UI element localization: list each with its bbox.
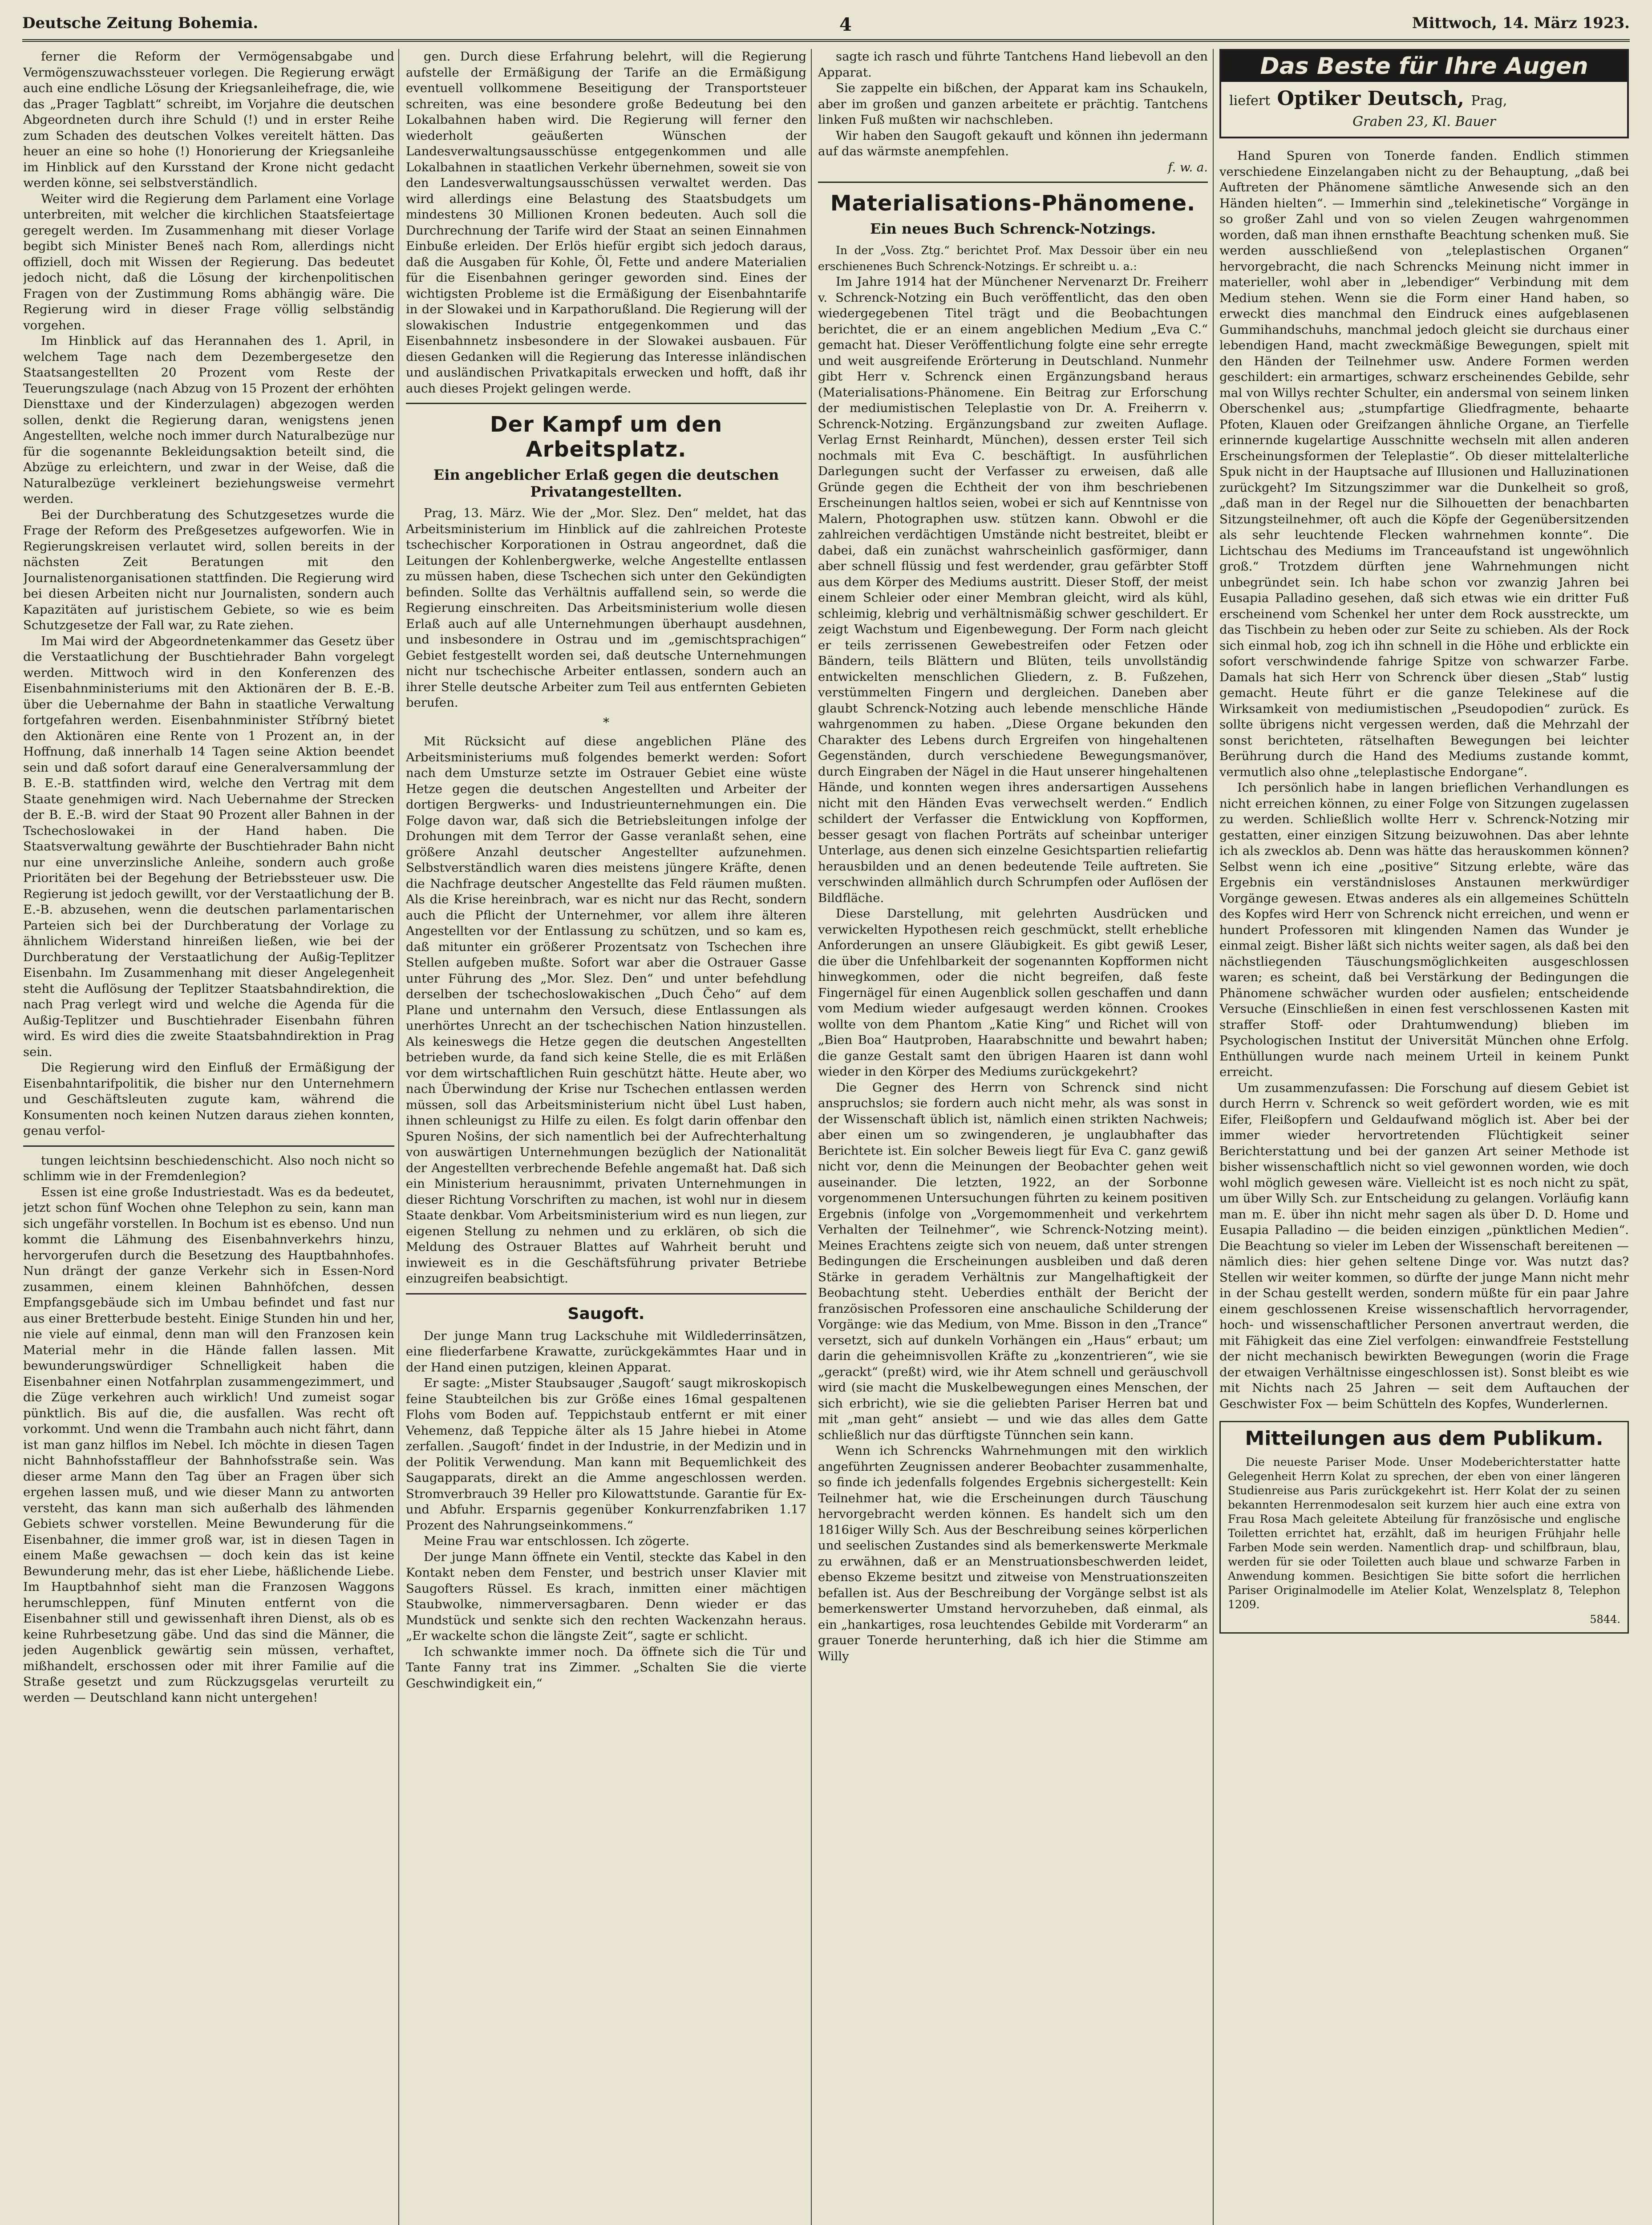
article-paragraph: Um zusammenzufassen: Die Forschung auf diesem Gebiet ist durch Herrn v. Schrenck so weit gefördert worden, wie es mit Eifer, Fleißopfern und Geldaufwand möglich ist. Aber bei der immer wieder hervortretenden Flüchtigkeit seiner Berichterstattung und bei der ganzen Art seiner Methode ist bisher wissenschaftlich nicht so viel gewonnen worden, wie doch wohl möglich gewesen wäre. Vielleicht ist es noch nicht zu spät, um über Willy Sch. zur Entscheidung zu gelangen. Vorläufig kann man m. E. über ihn nicht mehr sagen als über D. D. Home und Eusapia Palladino — die beiden einzigen „pünktlichen Medien“. Die Beachtung so vieler im Leben der Wissenschaft bereitenen — nämlich dies: hier gehen seltene Dinge vor. Was nutzt das? Stellen wir weiter kommen, so dürfte der junge Mann nicht mehr in der Schau gestellt werden, sondern müßte für ein paar Jahre einem geschlossenen Kreise wissenschaftlich hervorragender, hoch- und wissenschaftlicher Personen anvertraut werden, die mit Fähigkeit das eine Ziel verfolgen: einwandfreie Feststellung der nicht mechanisch bewirkten Bewegungen (worin die Frage der etwaigen Verhältnisse eingeschlossen ist). Sonst bleibt es wie mit Nichts nach 25 Jahren — seit dem Auftauchen der Geschwister Fox — beim Schütteln des Kopfes, Wunderlernen.: [1219, 1080, 1629, 1411]
article-paragraph: Bei der Durchberatung des Schutzgesetzes wurde die Frage der Reform des Preßgesetzes aufgeworfen. Wie in Regierungskreisen verlautet wird, sollen bereits in der nächsten Zeit Beratungen mit den Journalistenorganisationen stattfinden. Die Regierung wird bei diesen Arbeiten nicht nur Journalisten, sondern auch Kapazitäten auf juristischem Gebiete, so wie es beim Schutzgesetze der Fall war, zu Rate ziehen.: [23, 507, 394, 632]
article-paragraph: Im Mai wird der Abgeordnetenkammer das Gesetz über die Verstaatlichung der Buschtiehrader Bahn vorgelegt werden. Mittwoch wird in den Konferenzen des Eisenbahnministeriums mit den Aktionären der B. E.-B. über die Uebernahme der Bahn in staatliche Verwaltung fortgefahren werden. Eisenbahnminister Stříbrný bietet den Aktionären eine Rente von 1 Prozent an, in der Hoffnung, daß innerhalb 14 Tagen seine Aktion beendet sein und daß sofort darauf eine Generalversammlung der B. E.-B. stattfinden wird, welche den Vertrag mit dem Staate genehmigen wird. Nach Uebernahme der Strecken der B. E.-B. wird der Staat 90 Prozent aller Bahnen in der Tschechoslowakei in der Hand haben. Die Staatsverwaltung gewährte der Buschtiehrader Bahn nicht nur eine unverzinsliche Anleihe, sondern auch große Prioritäten bei der Begehung der Betriebssteuer usw. Die Regierung ist jedoch gewillt, vor der Verstaatlichung der B. E.-B. abzusehen, wenn die deutschen parlamentarischen Parteien sich bei der Durchberatung der Vorlage zu ähnlichem Widerstand hinreißen ließen, wie bei der Durchberatung der Verstaatlichung der Außig-Teplitzer Eisenbahn. Im Zusammenhang mit dieser Angelegenheit steht die Auflösung der Teplitzer Staatsbahndirektion, die nach Prag verlegt wird und welche die Agenda für die Außig-Teplitzer und Buschtiehrader Eisenbahn führen wird. Es wird dies die zweite Staatsbahndirektion in Prag sein.: [23, 634, 394, 1059]
article-intro: In der „Voss. Ztg.“ berichtet Prof. Max Dessoir über ein neu erschienenes Buch Schrenck-Notzings. Er schreibt u. a.:: [818, 244, 1208, 273]
article-paragraph: Wir haben den Saugoft gekauft und können ihn jedermann auf das wärmste anempfehlen.: [818, 128, 1208, 158]
masthead: [22, 8, 1630, 42]
article-subheadline: Ein neues Buch Schrenck-Notzings.: [870, 220, 1156, 237]
article-paragraph: Die Gegner des Herrn von Schrenck sind nicht anspruchslos; sie fordern auch nicht mehr, als was sonst in der Wissenschaft üblich ist, nämlich einen strikten Nachweis; aber einen um so zwingenderen, je unglaubhafter das Berichtete ist. Ein solcher Beweis liegt für Eva C. ganz gewiß nicht vor, denn die Meinungen der Beobachter gehen weit auseinander. Die letzten, 1922, an der Sorbonne vorgenommenen Untersuchungen führten zu keinem positiven Ergebnis (infolge von „Vorgemommenheit und verkehrtem Verhalten der Teilnehmer“, wie Schrenck-Notzing meint). Meines Erachtens zeigte sich von neuem, daß unter strengen Bedingungen die Erscheinungen ausbleiben und daß deren Stärke in geradem Verhältnis zur Mangelhaftigkeit der Beobachtung steht. Ueberdies enthält der Bericht der französischen Professoren eine anschauliche Schilderung der Vorgänge: wie das Medium, von Mme. Bisson in den „Trance“ versetzt, sich auf dunkeln Vorhängen ein „Haus“ erbaut; um darin die geheimnisvollen Kräfte zu „konzentrieren“, wie sie „gerackt“ (preßt) wird, wie ihr Atem schnell und geräuschvoll wird (sie macht die Muskelbewegungen eines Menschen, der sich erbricht), wie sie die geliebten Pariser Herren bat und mit „man geht“ ansiebt — und wie das alles dem Gatte schließlich nur das dürftigste Tünnchen sein kann.: [818, 1080, 1208, 1442]
column-rule: [811, 49, 812, 2225]
article-paragraph: Weiter wird die Regierung dem Parlament eine Vorlage unterbreiten, mit welcher die kirchlichen Staatsfeiertage geregelt werden. Im Zusammenhang mit dieser Vorlage begibt sich Minister Beneš nach Rom, allerdings nicht offiziell, doch mit Wissen der Regierung. Das bedeutet jedoch nicht, daß die Lösung der kirchenpolitischen Fragen von der Zustimmung Roms abhängig wäre. Die Regierung wird in dieser Frage völlig selbständig vorgehen.: [23, 191, 394, 332]
newspaper-name: Deutsche Zeitung Bohemia.: [22, 14, 259, 32]
article-paragraph: tungen leichtsinn beschiedenschicht. Also noch nicht so schlimm wie in der Fremdenlegion?: [23, 1153, 394, 1183]
article-paragraph: Die Regierung wird den Einfluß der Ermäßigung der Eisenbahntarifpolitik, die bisher nur den Unternehmern und Geschäftsleuten zugute kam, während die Konsumenten noch keinen Nutzen daraus ziehen konnten, genau verfol-: [23, 1060, 394, 1138]
article-paragraph: Meine Frau war entschlossen. Ich zögerte.: [424, 1534, 690, 1548]
public-notices-box: [1219, 1421, 1629, 1634]
article-subheadline: Ein angeblicher Erlaß gegen die deutschen Privatangestellten.: [433, 466, 779, 500]
issue-date: Mittwoch, 14. März 1923.: [1412, 14, 1630, 32]
article-paragraph: ferner die Reform der Vermögensabgabe und Vermögenszuwachssteuer vorlegen. Die Regierung erwägt auch eine endliche Lösung der Kriegsanleihefrage, die, wie das „Prager Tagblatt“ schreibt, im Vorjahre die deutschen Abgeordneten durch ihre Schuld (!) und in erster Reihe zum Schaden des deutschen Volkes vereitelt hätten. Das heuer an eine so hohe (!) Honorierung der Kriegsanleihe im Hinblick auf den Kursstand der Krone nicht gedacht werden könne, sei selbstverständlich.: [23, 49, 394, 190]
column-3: [818, 49, 1208, 2225]
divider: [23, 1145, 394, 1147]
article-paragraph: Ich schwankte immer noch. Da öffnete sich die Tür und Tante Fanny trat ins Zimmer. „Schalten Sie die vierte Geschwindigkeit ein,“: [406, 1644, 806, 1691]
notice-text: Die neueste Pariser Mode. Unser Modeberichterstatter hatte Gelegenheit Herrn Kolat zu sprechen, der eben von einer längeren Studienreise aus Paris zurückgekehrt ist. Herr Kolat der zu seinen bekannten Herrenmodesalon seit kurzem hier auch eine extra von Frau Rosa Mach geleitete Abteilung für französische und englische Toiletten errichtet hat, erzählt, daß im heurigen Frühjahr helle Farben Mode sein werden. Namentlich drap- und schilfbraun, blau, werden für sie oder Toiletten auch blaue und schwarze Farben in Anwendung kommen. Besichtigen Sie bitte sofort die herrlichen Pariser Originalmodelle im Atelier Kolat, Wenzelsplatz 8, Telephon 1209.: [1228, 1456, 1620, 1611]
author-signature: f. w. a.: [1168, 160, 1208, 174]
article-paragraph: Essen ist eine große Industriestadt. Was es da bedeutet, jetzt schon fünf Wochen ohne Telephon zu sein, kann man sich ungefähr vorstellen. In Bochum ist es ebenso. Und nun kommt die Lähmung des Eisenbahnverkehrs hinzu, hervorgerufen durch die Besetzung des Hauptbahnhofes. Nun drängt der ganze Verkehr sich in Essen-Nord zusammen, einem kleinen Bahnhöfchen, dessen Empfangsgebäude sich im Umbau befindet und fast nur aus einer Bretterbude besteht. Einige Stunden hin und her, nie viele auf einmal, denn man will den Franzosen kein Material mehr in die Hände fallen lassen. Mit bewunderungswürdiger Schnelligkeit haben die Eisenbahner einen Notfahrplan zusammengezimmert, und die Züge verkehren auch wirklich! Und zumeist sogar pünktlich. Bis auf die, die ausfallen. Was recht oft vorkommt. Und wenn die Trambahn auch nicht fährt, dann ist man ganz hilflos im Nebel. Ich möchte in diesen Tagen nicht Bahnhofsstaffleur der Bahnhofsstraße sein. Was dieser arme Mann den Tag über an Fragen über sich ergehen lassen muß, und wie dieser Mann zu antworten versteht, das kann man sich außerhalb des lähmenden Gebiets schwer vorstellen. Meine Bewunderung für die Eisenbahner, die immer groß war, ist in diesen Tagen in einem Maße gewachsen — doch kein das ist keine Bewunderung mehr, das ist eher Liebe, häßlichende Liebe. Im Hauptbahnhof sieht man die Franzosen Waggons herumschleppen, fünf Minuten entfernt von die Eisenbahner still und gewissenhaft ihren Dienst, als ob es keine Ruhrbesetzung gäbe. Und das sind die Männer, die jeden Augenblick gewärtig sein müssen, verhaftet, mißhandelt, erschossen oder mit ihrer Familie auf die Straße gesetzt und zum Rückzugsgelas verurteilt zu werden — Deutschland kann nicht untergehen!: [23, 1185, 394, 1705]
optician-advertisement: [1219, 49, 1629, 138]
ad-business-name: Optiker Deutsch,: [1277, 87, 1464, 110]
article-paragraph: Er sagte: „Mister Staubsauger ‚Saugoft‘ saugt mikroskopisch feine Staubteilchen bis zur Größe eines 16mal gespaltenen Flohs vom Boden auf. Teppichstaub entfernt er mit einer Vehemenz, daß Teppiche älter als 15 Jahre hiebei in Atome zerfallen. ‚Saugoft‘ findet in der Industrie, in der Medizin und in der Politik Verwendung. Man kann mit Bequemlichkeit des Saugapparats, direkt an die Amme angeschlossen werden. Stromverbrauch 39 Heller pro Kilowattstunde. Garantie für Ex- und Abfuhr. Ersparnis gegenüber Konkurrenzfabriken 1.17 Prozent des Nahrungseinkommens.“: [406, 1376, 806, 1533]
article-paragraph: gen. Durch diese Erfahrung belehrt, will die Regierung aufstelle der Ermäßigung der Tarife an die Ermäßigung eventuell vollkommene Beseitigung der Transportsteuer schreiten, was eine besondere große Bedeutung bei den Lokalbahnen haben wird. Die Regierung will ferner den wiederholt geäußerten Wünschen der Landesverwaltungsausschüsse entgegenkommen und alle Lokalbahnen in staatlichen Verkehr übernehmen, soweit sie von den Landesverwaltungsausschüssen verwaltet werden. Das wird allerdings eine Belastung des Staatsbudgets um mindestens 30 Millionen Kronen bedeuten. Auch soll die Durchrechnung der Tarife wird der Staat an seinen Einnahmen Einbuße erleiden. Der Erlös hiefür ergibt sich jedoch daraus, daß die Ausgaben für Kohle, Öl, Fette und andere Materialien für die Eisenbahnen geringer geworden sind. Eines der wichtigsten Probleme ist die Ermäßigung der Eisenbahntarife in der Slowakei und in Karpathorußland. Die Regierung will der slowakischen Industrie entgegenkommen und das Eisenbahnnetz insbesondere in der Slowakei ausbauen. Für diesen Gedanken will die Regierung das Interesse inländischen und ausländischen Privatkapitals erwecken und hofft, daß ihr auch dieses Projekt gelingen werde.: [406, 49, 806, 396]
ad-city: Prag,: [1471, 93, 1507, 109]
column-1: [23, 49, 394, 2225]
page-number: 4: [839, 14, 852, 35]
column-rule: [1213, 49, 1214, 2225]
article-paragraph: Hand Spuren von Tonerde fanden. Endlich stimmen verschiedene Einzelangaben nicht zu der Behauptung, „daß bei Auftreten der Phänomene sämtliche Anwesende sich an den Händen hielten“. — Immerhin sind „telekinetische“ Vorgänge in so großer Zahl und von so vielen Zeugen wahrgenommen worden, daß man ihnen ernsthafte Beachtung schenken muß. Sie werden ausschließend von „teleplastischen Organen“ hervorgebracht, die nach Schrencks Meinung nicht immer in materieller, wohl aber in „lebendiger“ Verbindung mit dem Medium stehen. Wenn sie die Form einer Hand haben, so erweckt dies manchmal den Eindruck eines aufgeblasenen Gummihandschuhs, manchmal jedoch gleicht sie durchaus einer lebendigen Hand, macht zweckmäßige Bewegungen, spielt mit den Händen der Teilnehmer usw. Andere Formen werden geschildert: ein armartiges, schwarz erscheinendes Gebilde, sehr mal von Willys rechter Schulter, ein andersmal von seinem linken Oberschenkel aus; „stumpfartige Gliedfragmente, behaarte Pfoten, Klauen oder Greifzangen ähnliche Organe, an Tierfelle erinnernde kugelartige Ausschnitte wechseln mit allen anderen Erscheinungsformen der Teleplastie“. Ob dieser mittelalterliche Spuk nicht in der Hauptsache auf Illusionen und Halluzinationen zurückgeht? Im Sitzungszimmer war die Dunkelheit so groß, „daß man in der Regel nur die Silhouetten der benachbarten Sitzungsteilnehmer, oft auch die Köpfe der Gegenübersitzenden als sehr leuchtende Flecken wahrnehmen konnte“. Die Lichtschau des Mediums im Tranceaufstand ist ungewöhnlich groß.“ Trotzdem dürften jene Wahrnehmungen nicht unbegründet sein. Ich habe schon vor zwanzig Jahren bei Eusapia Palladino gesehen, daß sich etwas wie ein dritter Fuß erscheinend vom Schenkel her unter dem Rock ausstreckte, um das Tischbein zu heben oder zur Seite zu schieben. Als der Rock sich einmal hob, zog ich ihn schnell in die Höhe und erblickte ein sofort verschwindende fahrige Spitze von schwarzer Farbe. Damals hat sich Herr von Schrenck über diesen „Stab“ lustig gemacht. Heute führt er die ganze Telekinese auf die Wirksamkeit von mediumistischen „Pseudopodien“ zurück. Es sollte übrigens nicht vergessen werden, daß die Mehrzahl der sonst berichteten, rätselhaften Bewegungen bei leichter Berührung durch die Hand des Mediums zustande kommt, vermutlich also ohne „teleplastische Endorgane“.: [1219, 149, 1629, 779]
ad-prefix: liefert: [1229, 93, 1271, 109]
feuilleton-headline: Saugoft.: [567, 1304, 645, 1323]
divider: [406, 403, 806, 404]
article-paragraph: Mit Rücksicht auf diese angeblichen Pläne des Arbeitsministeriums muß folgendes bemerkt werden: Sofort nach dem Umsturze setzte im Ostrauer Gebiet eine wüste Hetze gegen die deutschen Angestellten und Arbeiter der dortigen Bergwerks- und Industrieunternehmungen ein. Die Folge davon war, daß sich die Betriebsleitungen infolge der Drohungen mit dem Terror der Gasse veranlaßt sehen, eine größere Anzahl deutscher Angestellter aufzunehmen. Selbstverständlich waren dies meistens jüngere Kräfte, denen die Nachfrage deutscher Angestellte das Feld räumen mußten. Als die Krise hereinbrach, war es nicht nur das Recht, sondern auch die Pflicht der Unternehmer, vor allem ihre älteren Angestellten vor der Entlassung zu schützen, und so kam es, daß mitunter ein größerer Prozentsatz von Tschechen ihre Stellen aufgeben mußte. Sofort war aber die Ostrauer Gasse unter Führung des „Mor. Slez. Den“ und unter befehdlung derselben der tschechoslowakischen „Duch Čeho“ auf dem Plane und unternahm den Versuch, diese Entlassungen als unerhörtes Unrecht an der tschechischen Nation hinzustellen. Als keineswegs die Hetze gegen die deutschen Angestellten betrieben wurde, da fand sich keine Stelle, die es mit Erläßen vor dem wirtschaftlichen Ruin geschützt hätte. Heute aber, wo nach Überwindung der Krise nur Tschechen entlassen werden müssen, soll das Arbeitsministerium nicht übel Lust haben, ihnen schleunigst zu Hilfe zu eilen. Es folgt darin offenbar den Spuren Nošins, der sich namentlich bei der Aufrechterhaltung von auswärtigen Unternehmungen bezüglich der Nationalität der Angestellten verbrechende Befehle angemaßt hat. Daß sich ein Ministerium herausnimmt, privaten Unternehmungen in dieser Richtung Vorschriften zu machen, ist wohl nur in diesem Staate denkbar. Vom Arbeitsministerium wird es nun liegen, zur eigenen Stellung zu nehmen und zu erklären, ob sich die Meldung des Ostrauer Blattes auf Wahrheit beruht und inwieweit es in die Geschäftsführung privater Betriebe einzugreifen beabsichtigt.: [406, 734, 806, 1286]
column-4: [1219, 49, 1629, 2225]
article-paragraph: Prag, 13. März. Wie der „Mor. Slez. Den“ meldet, hat das Arbeitsministerium im Hinblick auf die zahlreichen Proteste tschechischer Korporationen in Ostrau angeordnet, daß die Leitungen der Kohlenbergwerke, welche Angestellte entlassen zu müssen haben, diese Tschechen sich unter den Gekündigten befinden. Sollte das Verhältnis auffallend sein, so werde die Regierung einschreiten. Das Arbeitsministerium wolle diesen Erlaß auch auf alle Unternehmungen überhaupt ausdehnen, und insbesondere in Ostrau und im „gemischtsprachigen“ Gebiet festgestellt worden sei, daß deutsche Unternehmungen nicht nur tschechische Arbeiter entlassen, sondern auch an ihrer Stelle deutsche Arbeiter zum Teil aus entfernten Gebieten berufen.: [406, 506, 806, 710]
divider: [406, 1293, 806, 1295]
article-paragraph: Im Jahre 1914 hat der Münchener Nervenarzt Dr. Freiherr v. Schrenck-Notzing ein Buch veröffentlicht, das den oben wiedergegebenen Titel trägt und die Beobachtungen berichtet, die er an einem angeblichen Medium „Eva C.“ gemacht hat. Dieser Veröffentlichung folgte eine sehr erregte und weit ausgreifende Erörterung in Deutschland. Nunmehr gibt Herr v. Schrenck einen Ergänzungsband heraus (Materialisations-Phänomene. Ein Beitrag zur Erforschung der mediumistischen Teleplastie von Dr. A. Freiherrn v. Schrenck-Notzing. Ergänzungsband zur zweiten Auflage. Verlag Ernst Reinhardt, München), dessen erster Teil sich nochmals mit Eva C. beschäftigt. In ausführlichen Darlegungen sucht der Verfasser zu erweisen, daß alle Gründe gegen die Echtheit der von ihm beschriebenen Erscheinungen haltlos seien, wobei er sich auf Kenntnisse von Malern, Photographen usw. stützen kann. Obwohl er die zahlreichen verdächtigen Umstände nicht bestreitet, bleibt er dabei, daß ein zunächst wahrscheinlich gasförmiger, dann aber schnell flüssig und fest werdender, grau gefärbter Stoff aus dem Körper des Mediums austritt. Dieser Stoff, der meist einem Schleier oder einer Membran gleicht, wird als kühl, schleimig, klebrig und verhältnismäßig schwer geschildert. Er zeigt Wachstum und Eigenbewegung. Der Form nach gleicht er teils zerrissenen Gewebestreifen oder Fetzen oder Bändern, teils Blättern und Blüten, teils unvollständig entwickelten menschlichen Gliedern, z. B. Fußzehen, verstümmelten Fingern und dergleichen. Daneben aber glaubt Schrenck-Notzing auch lebende menschliche Hände wahrgenommen zu haben. „Diese Organe bekunden den Charakter des Lebens durch Ergreifen von hingehaltenen Gegenständen, durch verschiedene Bewegungsmanöver, durch Eingraben der Nägel in die Haut unserer hingehaltenen Hände, und konnten wegen ihres andersartigen Aussehens nicht mit den Händen Evas verwechselt werden.“ Endlich schildert der Verfasser die Entwicklung von Kopfformen, besser gesagt von flachen Porträts auf scheinbar unteriger Unterlage, aus denen sich einzelne Gesichtspartien reliefartig herausbilden und an denen bedeutende Teile auftreten. Sie verschwinden allmählich durch Schrumpfen oder Auflösen der Bildfläche.: [818, 275, 1208, 905]
divider: [818, 182, 1208, 183]
ad-headline: Das Beste für Ihre Augen: [1221, 51, 1627, 82]
article-paragraph: Diese Darstellung, mit gelehrten Ausdrücken und verwickelten Hypothesen reich geschmückt, stellt erhebliche Anforderungen an unsere Gläubigkeit. Es gibt gewiß Leser, die über die Unfehlbarkeit der sogenannten Kopfformen nicht hinwegkommen, oder die nicht begreifen, daß feste Fingernägel für einen Augenblick sollen geschaffen und dann vom Medium wieder aufgesaugt werden können. Crookes wollte von dem Phantom „Katie King“ und Richet will von „Bien Boa“ Hautproben, Haarabschnitte und bewahrt haben; die ganze Gestalt samt den übrigen Haaren ist dann wohl wieder in den Körper des Mediums zurückgekehrt?: [818, 906, 1208, 1079]
ad-address: Graben 23, Kl. Bauer: [1352, 114, 1496, 129]
ad-business-line: [1229, 86, 1619, 113]
article-paragraph: Im Hinblick auf das Herannahen des 1. April, in welchem Tage nach dem Dezembergesetze den Staatsangestellten 20 Prozent vom Reste der Teuerungszulage (nach Abzug von 15 Prozent der erhöhten Diensttaxe und der Kinderzulagen) abgezogen werden sollen, denkt die Regierung daran, wenigstens jenen Angestellten, welche noch immer durch Naturalbezüge nur für die sogenannte Bekleidungsaktion beteilt sind, die Abzüge zu erleichtern, und zwar in der Weise, daß die Naturalbezüge verkleinert beziehungsweise vermehrt werden.: [23, 334, 394, 506]
notices-title: Mitteilungen aus dem Publikum.: [1245, 1427, 1603, 1450]
column-2: [406, 49, 806, 2225]
article-headline: Der Kampf um den Arbeitsplatz.: [490, 412, 723, 462]
article-paragraph: Der junge Mann öffnete ein Ventil, steckte das Kabel in den Kontakt neben dem Fenster, und bestrich unser Klavier mit Saugofters Rüssel. Es krach, inmitten einer mächtigen Staubwolke, nimmerversagbaren. Denn wieder er das Mundstück und senkte sich den rechten Wackenzahn heraus. „Er wackelte schon die längste Zeit“, sagte er schlicht.: [406, 1549, 806, 1643]
article-paragraph: sagte ich rasch und führte Tantchens Hand liebevoll an den Apparat.: [818, 49, 1208, 80]
article-paragraph: Sie zappelte ein bißchen, der Apparat kam ins Schaukeln, aber im großen und ganzen arbeitete er prächtig. Tantchens linken Fuß mußten wir nachschleben.: [818, 81, 1208, 127]
notice-code: 5844.: [1590, 1613, 1620, 1626]
article-paragraph: Der junge Mann trug Lackschuhe mit Wildlederrinsätzen, eine fliederfarbene Krawatte, zurückgekämmtes Haar und in der Hand einen putzigen, kleinen Apparat.: [406, 1328, 806, 1375]
article-paragraph: Ich persönlich habe in langen brieflichen Verhandlungen es nicht erreichen können, zu einer Folge von Sitzungen zugelassen zu werden. Schließlich wollte Herr v. Schrenck-Notzing mir gestatten, einer einzigen Sitzung beizuwohnen. Das aber lehnte ich als zwecklos ab. Denn was hätte das herauskommen können? Selbst wenn ich eine „positive“ Sitzung erlebte, wäre das Ergebnis ein verständnisloses Anstaunen merkwürdiger Vorgänge gewesen. Etwas anderes als ein allgemeines Schütteln des Kopfes wird Herr von Schrenck nicht erreichen, und wenn er hundert Professoren mit klingenden Namen das Wunder je einmal zeigt. Bisher läßt sich nichts weiter sagen, als daß bei den nächstliegenden Täuschungsmöglichkeiten ausgeschlossen waren; es scheint, daß bei Verstärkung der Bedingungen die Phänomene schwächer wurden oder ausfielen; entscheidende Versuche (Einschließen in einen fest verschlossenen Kasten mit straffer Stoff- oder Drahtumwendung) blieben im Psychologischen Institut der Universität München ohne Erfolg. Enthüllungen wurde nach meinem Urteil in keinem Punkt erreicht.: [1219, 781, 1629, 1079]
article-paragraph: Wenn ich Schrencks Wahrnehmungen mit den wirklich angeführten Zeugnissen anderer Beobachter zusammenhalte, so finde ich jedenfalls folgendes Ergebnis sichergestellt: Kein Teilnehmer hat, wie die Erscheinungen durch Täuschung hervorgebracht werden können. Es handelt sich um den 1816iger Willy Sch. Aus der Beschreibung seines körperlichen und seelischen Zustandes sind als bemerkenswerte Merkmale zu erwähnen, daß er an Menstruationsbeschwerden leidet, ebenso Ekzeme besitzt und zitweise von Menstruationszeiten befallen ist. Aus der Beschreibung der Vorgänge selbst ist als bemerkenswerter Umstand hervorzuheben, daß einmal, als ein „hankartiges, rosa leuchtendes Gebilde mit Vorderarm“ an grauer Tonerde herunterhing, daß ich hier die Stimme am Willy: [818, 1444, 1208, 1663]
column-rule: [398, 49, 399, 2225]
separator-mark: *: [603, 715, 609, 730]
article-headline: Materialisations-Phänomene.: [830, 191, 1196, 216]
